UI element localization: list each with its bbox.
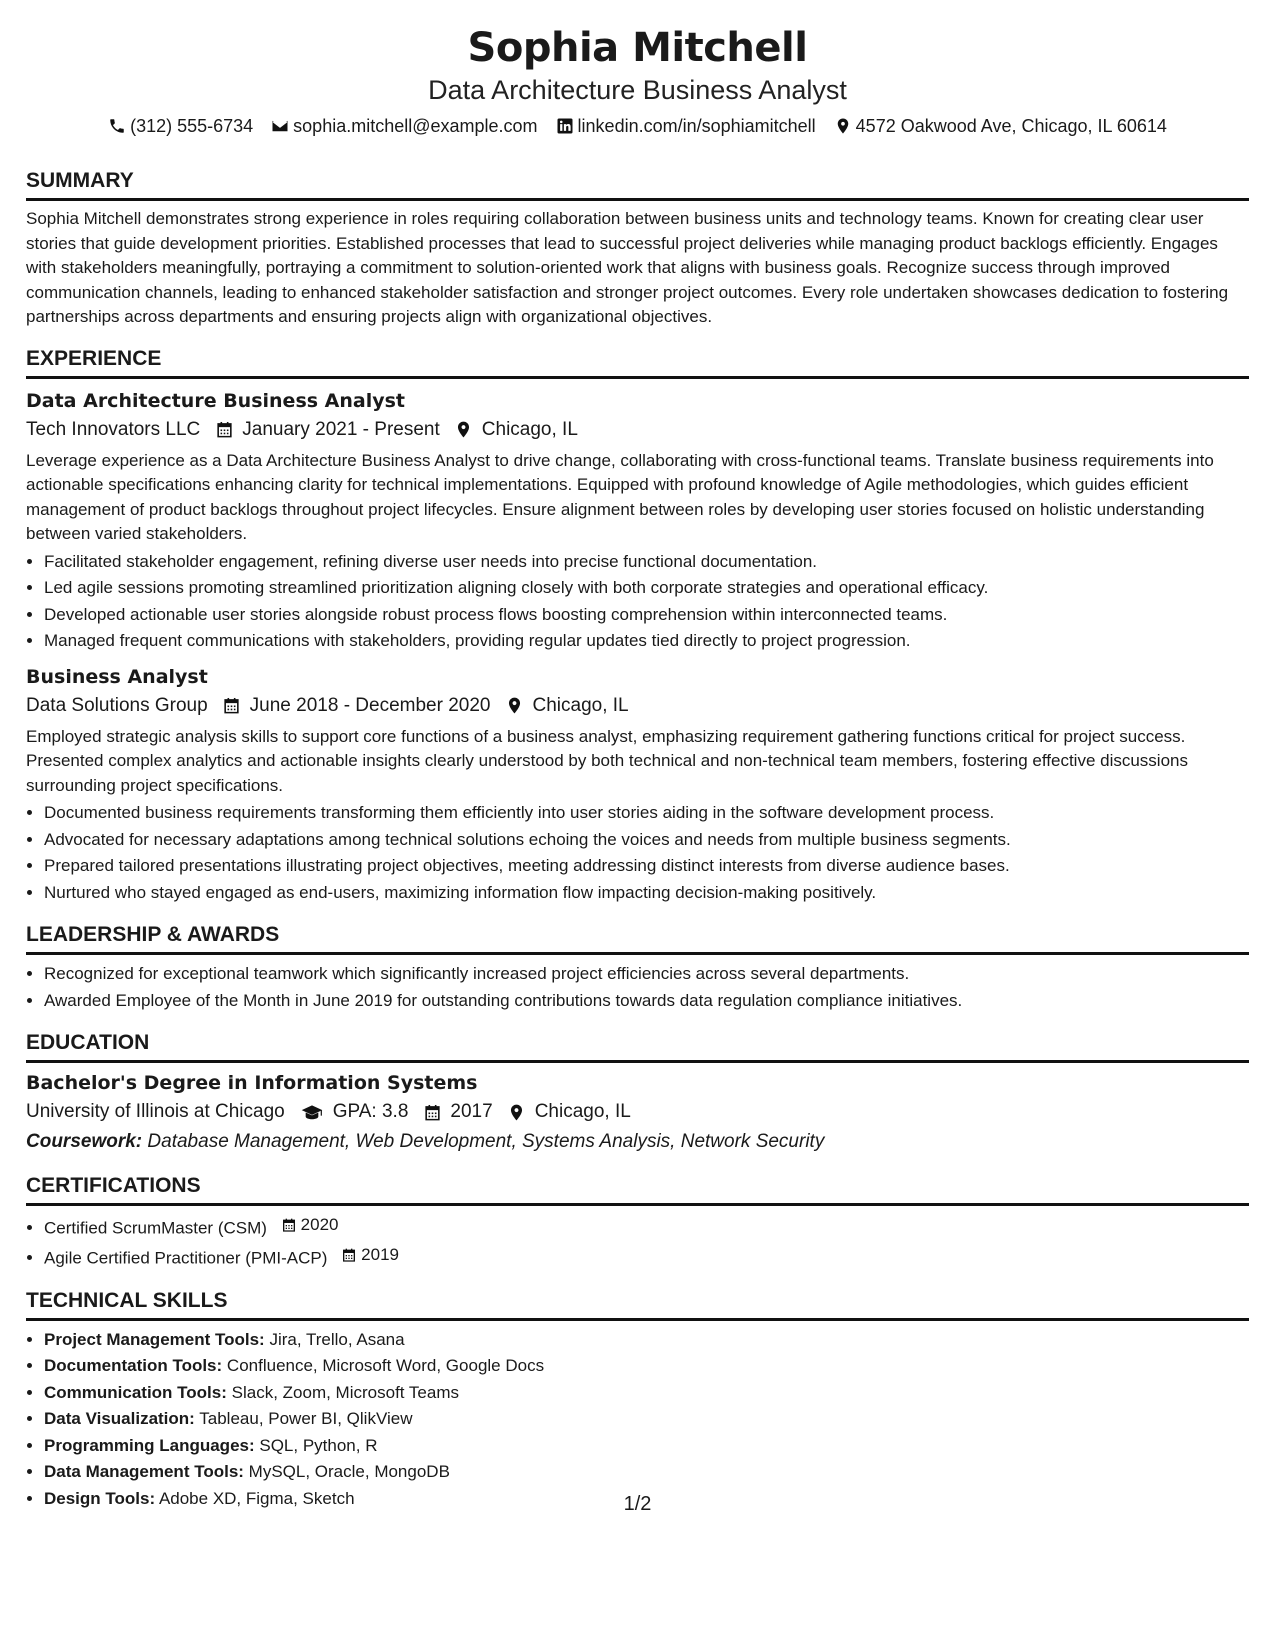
page-number: 1/2 <box>623 1493 652 1515</box>
list-item: • Advocated for necessary adaptations among technical solutions echoing the voices and needs from multiple business segments. <box>44 827 1249 854</box>
calendar-icon <box>222 696 242 716</box>
calendar-icon <box>214 420 234 440</box>
calendar-icon <box>340 1246 358 1264</box>
job-entry <box>26 387 1249 655</box>
list-item <box>44 1459 1249 1486</box>
contact-address-text: 4572 Oakwood Ave, Chicago, IL 60614 <box>855 116 1167 136</box>
list-item <box>44 1433 1249 1460</box>
leadership-heading: LEADERSHIP & AWARDS <box>26 922 1249 955</box>
map-pin-icon <box>507 1102 527 1122</box>
education-heading: EDUCATION <box>26 1030 1249 1063</box>
job-bullets <box>26 800 1249 906</box>
job-meta <box>26 415 1249 445</box>
job-entry <box>26 663 1249 907</box>
job-dates: June 2018 - December 2020 <box>249 694 491 716</box>
skill-values: Confluence, Microsoft Word, Google Docs <box>226 1356 545 1375</box>
job-description: Employed strategic analysis skills to support core functions of a business analyst, emphasizing requirement gathering functions critical for project success. Presented complex analytics and actionable insights clearly understood by both technical and non-technical team members, fostering effective discussions surrounding project specifications. <box>26 726 1188 795</box>
school-location: Chicago, IL <box>534 1101 631 1122</box>
cert-year <box>340 1242 399 1269</box>
job-company: Tech Innovators LLC <box>26 418 201 440</box>
graduation-cap-icon <box>299 1102 325 1122</box>
list-item: • Nurtured who stayed engaged as end-users, maximizing information flow impacting decision-making positively. <box>44 880 1249 907</box>
map-pin-icon <box>834 117 852 135</box>
degree-title: Bachelor's Degree in Information Systems <box>26 1072 478 1094</box>
coursework-list: Database Management, Web Development, Systems Analysis, Network Security <box>147 1131 825 1152</box>
skill-values: Jira, Trello, Asana <box>269 1329 405 1349</box>
job-location: Chicago, IL <box>532 694 629 716</box>
skill-category: Project Management Tools: <box>44 1329 265 1349</box>
candidate-name: Sophia Mitchell <box>467 25 808 71</box>
list-item <box>44 1380 1249 1407</box>
skill-category: Documentation Tools: <box>44 1356 223 1375</box>
calendar-icon <box>422 1102 442 1122</box>
certifications-section <box>26 1173 1249 1272</box>
candidate-title: Data Architecture Business Analyst <box>428 75 847 105</box>
contact-linkedin-text[interactable]: linkedin.com/in/sophiamitchell <box>577 116 816 136</box>
contact-bar <box>26 114 1249 138</box>
coursework-label: Coursework: <box>26 1131 143 1152</box>
education-section <box>26 1030 1249 1157</box>
list-item <box>44 1242 1249 1272</box>
experience-heading: EXPERIENCE <box>26 346 1249 379</box>
list-item <box>44 1212 1249 1242</box>
list-item: • Prepared tailored presentations illustrating project objectives, meeting addressing distinct interests from diverse audience bases. <box>44 853 1249 880</box>
skills-list <box>26 1327 1249 1513</box>
skill-values: Slack, Zoom, Microsoft Teams <box>231 1382 459 1402</box>
list-item <box>44 1353 1249 1380</box>
leadership-list <box>26 961 1249 1014</box>
coursework <box>26 1127 1249 1157</box>
summary-text: Sophia Mitchell demonstrates strong experience in roles requiring collaboration between business units and technology teams. Known for creating clear user stories that guide development priorities. Established processes that lead to successful project deliveries while managing product backlogs efficiently. Engages with stakeholders meaningfully, portraying a commitment to solution-oriented work that aligns with business goals. Recognize success through improved communication channels, leading to enhanced stakeholder satisfaction and stronger project outcomes. Every role undertaken showcases dedication to fostering partnerships across departments and ensuring projects align with organizational objectives. <box>26 209 1229 326</box>
contact-email-text[interactable]: sophia.mitchell@example.com <box>293 116 538 136</box>
job-dates: January 2021 - Present <box>242 418 440 440</box>
leadership-section <box>26 922 1249 1014</box>
job-bullets <box>26 549 1249 655</box>
skills-section <box>26 1288 1249 1513</box>
graduation-year: 2017 <box>450 1101 493 1122</box>
list-item: • Facilitated stakeholder engagement, refining diverse user needs into precise functional documentation. <box>44 549 1249 576</box>
education-meta <box>26 1097 1249 1127</box>
contact-phone-text: (312) 555-6734 <box>130 116 254 136</box>
job-description: Leverage experience as a Data Architecture Business Analyst to drive change, collaborating with cross-functional teams. Translate business requirements into actionable specifications enhancing clarity for technical implementations. Equipped with profound knowledge of Agile methodologies, which guides efficient management of product backlogs throughout project lifecycles. Ensure alignment between roles by developing user stories focused on holistic understanding between varied stakeholders. <box>26 450 1214 543</box>
cert-year-text: 2020 <box>300 1215 339 1234</box>
list-item: • Led agile sessions promoting streamlined prioritization aligning closely with both corporate strategies and operational efficacy. <box>44 575 1249 602</box>
list-item: • Documented business requirements transforming them efficiently into user stories aiding in the software development process. <box>44 800 1249 827</box>
resume-header <box>26 22 1249 138</box>
certifications-heading: CERTIFICATIONS <box>26 1173 1249 1206</box>
skill-category: Communication Tools: <box>44 1382 227 1402</box>
certifications-list <box>26 1212 1249 1272</box>
skill-values: Adobe XD, Figma, Sketch <box>158 1488 355 1508</box>
cert-name: Certified ScrumMaster (CSM) <box>44 1218 267 1238</box>
experience-section <box>26 346 1249 907</box>
summary-heading: SUMMARY <box>26 168 1249 201</box>
list-item <box>44 1327 1249 1354</box>
contact-address <box>834 114 1167 138</box>
cert-name: Agile Certified Practitioner (PMI-ACP) <box>44 1248 328 1267</box>
list-item: • Recognized for exceptional teamwork which significantly increased project efficiencies across several departments. <box>44 961 1249 988</box>
contact-email[interactable] <box>271 114 537 138</box>
cert-year-text: 2019 <box>361 1244 399 1264</box>
skill-category: Design Tools: <box>44 1488 156 1508</box>
skill-category: Programming Languages: <box>44 1435 255 1455</box>
list-item: • Awarded Employee of the Month in June 2019 for outstanding contributions towards data regulation compliance initiatives. <box>44 988 1249 1015</box>
linkedin-icon <box>556 117 574 135</box>
school-name: University of Illinois at Chicago <box>26 1101 285 1122</box>
phone-icon <box>108 117 126 135</box>
list-item <box>44 1406 1249 1433</box>
skill-category: Data Management Tools: <box>44 1462 244 1481</box>
cert-year <box>280 1212 339 1239</box>
job-meta <box>26 691 1249 721</box>
job-title: Data Architecture Business Analyst <box>26 389 406 412</box>
job-location: Chicago, IL <box>481 418 578 440</box>
contact-phone <box>108 114 253 138</box>
map-pin-icon <box>505 696 525 716</box>
list-item: • Developed actionable user stories alongside robust process flows boosting comprehension within interconnected teams. <box>44 602 1249 629</box>
job-title: Business Analyst <box>26 665 208 688</box>
skill-category: Data Visualization: <box>44 1409 195 1428</box>
skill-values: Tableau, Power BI, QlikView <box>199 1409 413 1428</box>
skill-values: MySQL, Oracle, MongoDB <box>248 1462 450 1481</box>
summary-section <box>26 168 1249 330</box>
calendar-icon <box>280 1216 298 1234</box>
contact-linkedin[interactable] <box>556 114 816 138</box>
list-item: • Managed frequent communications with stakeholders, providing regular updates tied directly to project progression. <box>44 628 1249 655</box>
job-company: Data Solutions Group <box>26 694 208 716</box>
skill-values: SQL, Python, R <box>259 1435 378 1455</box>
gpa: GPA: 3.8 <box>332 1101 409 1122</box>
skills-heading: TECHNICAL SKILLS <box>26 1288 1249 1321</box>
envelope-icon <box>271 117 289 135</box>
map-pin-icon <box>454 420 474 440</box>
